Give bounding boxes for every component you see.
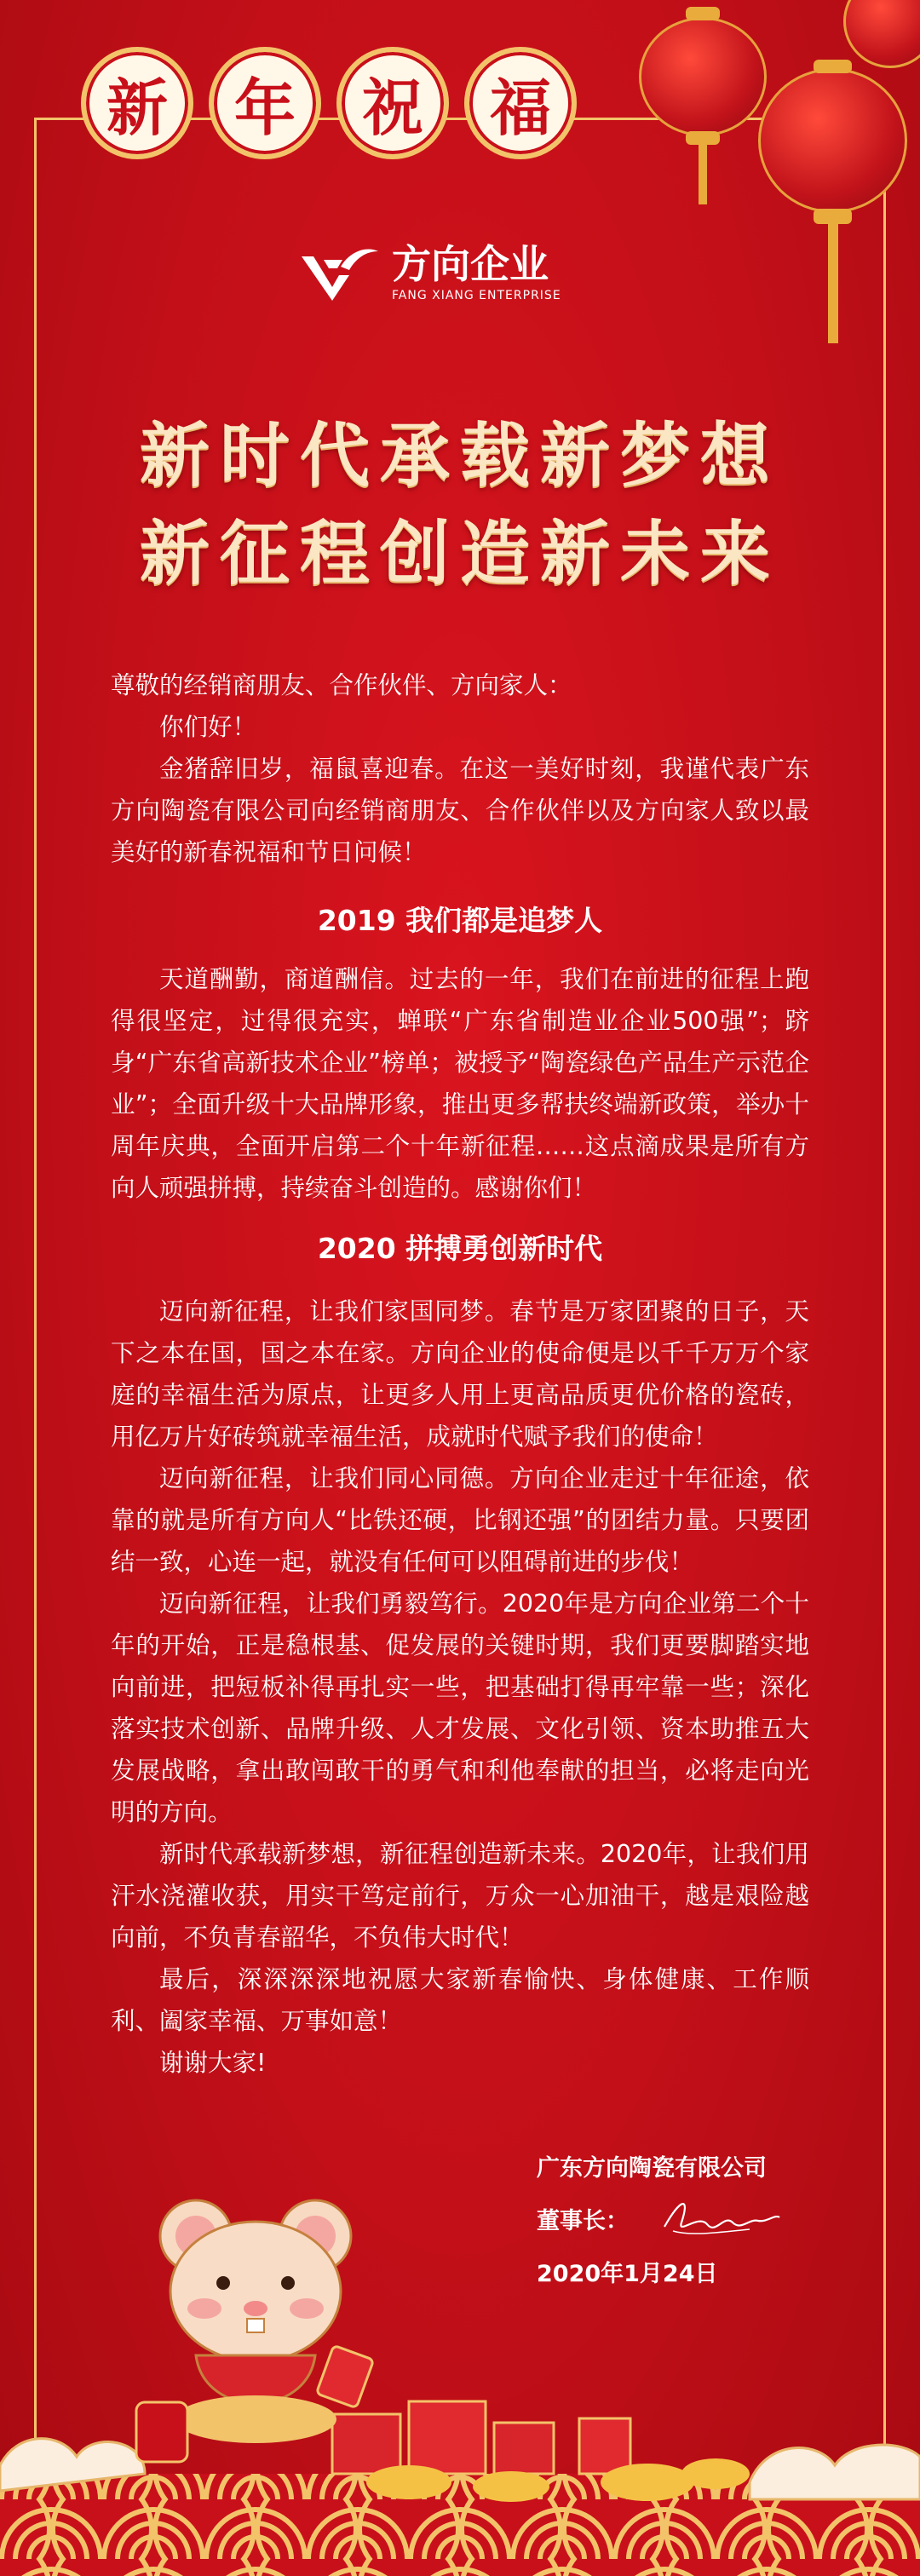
title-char: 福 [464,47,577,159]
lantern-icon [843,0,920,68]
mouse-mascot-illustration [128,2189,409,2479]
date: 2020年1月24日 [537,2261,718,2287]
section-heading-2020: 2020 拼搏勇创新时代 [317,1232,603,1265]
handwritten-signature [656,2188,784,2248]
company-name: 广东方向陶瓷有限公司 [537,2155,767,2182]
paragraph: 天道酬勤，商道酬信。过去的一年，我们在前进的征程上跑得很坚定，过得很充实，蝉联“广东省制造业企业500强”；跻身“广东省高新技术企业”榜单；被授予“陶瓷绿色产品生产示范企业”；全面升级十大品牌形象，推出更多帮扶终端新政策，举办十周年庆典，全面开启第二个十年新征程……这点滴成果是所有方向人顽强拼搏，持续奋斗创造的。感谢你们！ [111,965,809,1202]
paragraph: 新时代承载新梦想，新征程创造新未来。2020年，让我们用汗水浇灌收获，用实干笃定前行，万众一心加油干，越是艰险越向前，不负青春韶华，不负伟大时代！ [111,1840,809,1952]
hello: 你们好！ [159,713,257,741]
letter-opening [111,664,809,873]
logo-name: 方向企业 [392,241,549,287]
closing-paragraph: 最后，深深深深地祝愿大家新春愉快、身体健康、工作顺利、阖家幸福、万事如意！ [111,1965,809,2035]
slogan-line-1: 新时代承载新梦想 [139,415,780,497]
lantern-icon [758,68,907,213]
paragraph: 迈向新征程，让我们勇毅笃行。2020年是方向企业第二个十年的开始，正是稳根基、促发展的关键时期，我们更要脚踏实地向前进，把短板补得再扎实一些，把基础打得再牢靠一些；深化落实技术创新、品牌升级、人才发展、文化引领、资本助推五大发展战略，拿出敢闯敢干的勇气和利他奉献的担当，必将走向光明的方向。 [111,1590,809,1826]
title-char: 新 [81,47,193,159]
chairman-label: 董事长： [537,2208,629,2234]
fangxiang-logo-icon [298,241,380,306]
section-2019 [111,958,809,1209]
intro-paragraph: 金猪辞旧岁，福鼠喜迎春。在这一美好时刻，我谨代表广东方向陶瓷有限公司向经销商朋友、合作伙伴以及方向家人致以最美好的新春祝福和节日问候！ [111,755,809,866]
logo-subtitle: FANG XIANG ENTERPRISE [392,289,561,302]
paragraph: 迈向新征程，让我们同心同德。方向企业走过十年征途，依靠的就是所有方向人“比铁还硬，比钢还强”的团结力量。只要团结一致，心连一起，就没有任何可以阻碍前进的步伐！ [111,1464,809,1576]
lantern-icon [639,0,767,136]
paragraph: 迈向新征程，让我们家国同梦。春节是万家团聚的日子，天下之本在国，国之本在家。方向企业的使命便是以千千万万个家庭的幸福生活为原点，让更多人用上更高品质更优价格的瓷砖，用亿万片好砖筑就幸福生活，成就时代赋予我们的使命！ [111,1297,809,1451]
slogan-line-2: 新征程创造新未来 [139,513,780,595]
section-2020 [111,1291,809,2084]
signature-block [537,2142,767,2301]
title-char: 祝 [336,47,449,159]
section-heading-2019: 2019 我们都是追梦人 [317,904,603,937]
thanks: 谢谢大家! [159,2049,267,2077]
company-logo [298,241,561,306]
greeting: 尊敬的经销商朋友、合作伙伴、方向家人： [111,671,572,699]
title-char: 年 [209,47,321,159]
title-new-year-blessing [81,47,577,159]
